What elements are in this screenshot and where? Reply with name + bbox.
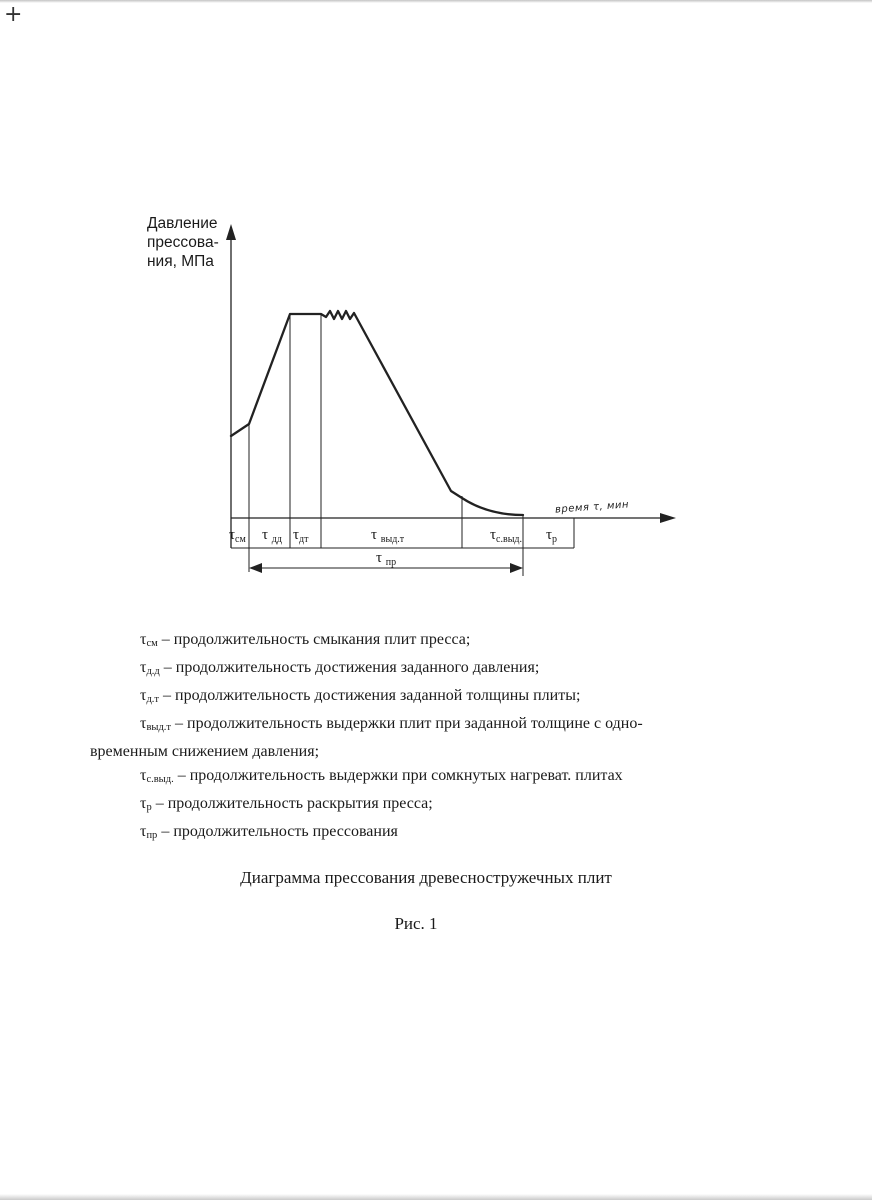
corner-pen-mark: + [4, 2, 23, 27]
legend-item-vyd-t: $\tau_{выд.т}$ – продолжительность выдержки плит при заданной толщине с одно- [140, 715, 643, 733]
legend-item-dt: $\tau_{д.т}$ – продолжительность достижения заданной толщины плиты; [140, 687, 581, 705]
y-axis-label: Давление прессова- ния, МПа [147, 215, 219, 270]
segment-label-vyd-t: τ $_{выд.т}$ [371, 527, 405, 545]
x-axis-arrow [660, 513, 676, 523]
legend-item-vyd-t-continued: временным снижением давления; [90, 743, 320, 760]
segment-label-dt: $\tau_{дт}$ [293, 527, 309, 545]
legend [90, 628, 790, 848]
figure-number: Рис. 1 [394, 914, 438, 933]
legend-item-s-vyd: $\tau_{с.выд.}$ – продолжительность выдержки при сомкнутых нагреват. плитах [140, 767, 623, 785]
segment-label-r: $\tau_р$ [546, 527, 558, 545]
total-arrow-left [249, 563, 262, 573]
segment-label-dd: τ $_{дд}$ [262, 527, 282, 545]
legend-item-r: $\tau_р$ – продолжительность раскрытия пресса; [140, 795, 433, 813]
legend-item-pr: $\tau_{пр}$ – продолжительность прессования [140, 823, 398, 841]
legend-item-sm: $\tau_{см}$ – продолжительность смыкания плит пресса; [140, 631, 471, 649]
segment-label-sm: $\tau_{см}$ [229, 527, 246, 545]
pressure-curve [231, 311, 523, 515]
segment-label-s-vyd: $\tau_{с.выд.}$ [490, 527, 522, 545]
x-axis-label: время τ, мин [554, 499, 630, 516]
total-arrow-right [510, 563, 523, 573]
total-duration-label: τ $_{пр}$ [376, 550, 397, 568]
figure-caption: Диаграмма прессования древесностружечных плит [240, 868, 612, 887]
legend-item-dd: $\tau_{д.д}$ – продолжительность достижения заданного давления; [140, 659, 540, 677]
